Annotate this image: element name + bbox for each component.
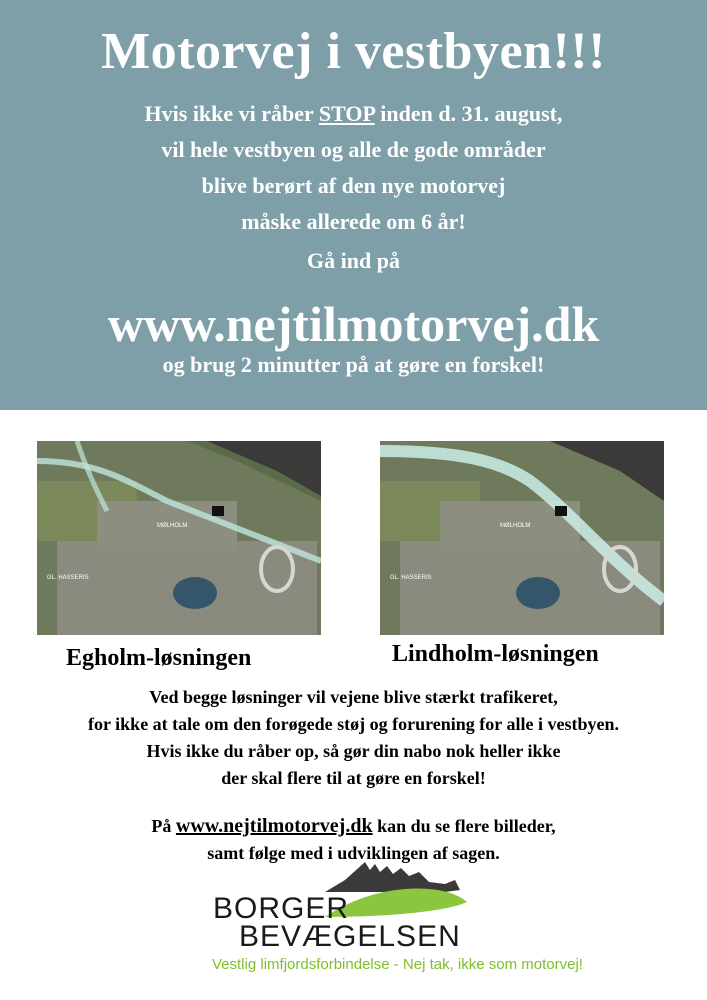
intro-line-3: blive berørt af den nye motorvej [201, 173, 506, 198]
map-place-label: GL. HASSERIS [390, 575, 432, 581]
map-place-label: MØLHOLM [500, 523, 531, 529]
intro-line-2: vil hele vestbyen og alle de gode områder [161, 137, 546, 162]
call-to-action: og brug 2 minutter på at gøre en forskel! [162, 352, 545, 377]
body-line-6: samt følge med i udviklingen af sagen. [207, 843, 500, 863]
intro-paragraph [0, 96, 707, 240]
body-line-2: for ikke at tale om den forøgede støj og forurening for alle i vestbyen. [88, 714, 619, 734]
website-url[interactable]: www.nejtilmotorvej.dk [107, 296, 600, 352]
stop-word: STOP [318, 101, 375, 126]
intro-line-1-pre: Hvis ikke vi råber [144, 101, 319, 126]
body-line-4: der skal flere til at gøre en forskel! [221, 768, 486, 788]
map-caption-lindholm: Lindholm-løsningen [392, 641, 599, 667]
logo-word-bevaegelsen: BEVÆGELSEN [239, 920, 461, 953]
website-link[interactable]: www.nejtilmotorvej.dk [175, 815, 373, 837]
page-title: Motorvej i vestbyen!!! [101, 23, 606, 80]
logo-word-borger: BORGER [213, 892, 350, 925]
map-lindholm [380, 441, 664, 635]
body-line-5-pre: På [151, 816, 176, 836]
body-line-1: Ved begge løsninger vil vejene blive stærkt trafikeret, [149, 687, 558, 707]
map-place-label: GL. HASSERIS [47, 575, 89, 581]
body-paragraph-2 [0, 813, 707, 867]
intro-line-4: måske allerede om 6 år! [241, 209, 466, 234]
intro-line-1 [0, 96, 707, 132]
map-egholm [37, 441, 321, 635]
body-line-3: Hvis ikke du råber op, så gør din nabo nok heller ikke [146, 741, 561, 761]
body-paragraph-1 [0, 684, 707, 792]
map-caption-egholm: Egholm-løsningen [66, 645, 252, 671]
slogan: Vestlig limfjordsforbindelse - Nej tak, ikke som motorvej! [212, 956, 583, 973]
body-line-5 [0, 813, 707, 840]
borgerbevaegelsen-logo [205, 862, 505, 952]
header-banner [0, 0, 707, 410]
body-line-5-post: kan du se flere billeder, [372, 816, 556, 836]
intro-line-1-post: inden d. 31. august, [374, 101, 563, 126]
goto-text: Gå ind på [307, 248, 400, 273]
map-place-label: MØLHOLM [157, 523, 188, 529]
